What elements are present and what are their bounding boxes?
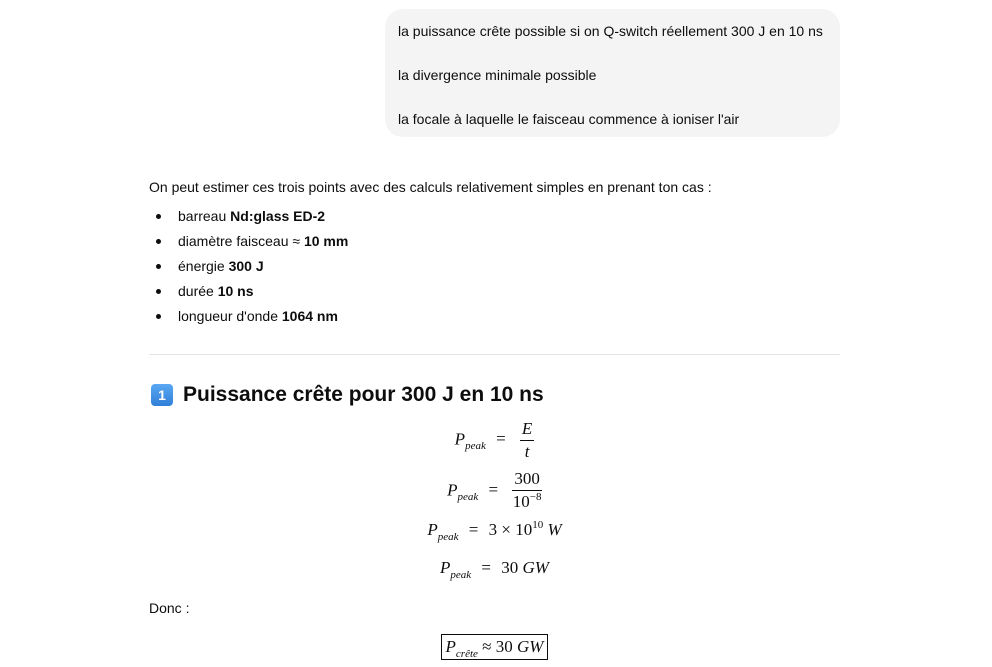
math-subscript: peak — [465, 440, 486, 453]
equals-sign: = — [468, 520, 479, 539]
parameter-list — [149, 205, 348, 330]
denominator — [512, 491, 542, 513]
response-intro: On peut estimer ces trois points avec des calculs relativement simples en prenant ton cas : — [149, 179, 712, 195]
section-title: Puissance crête pour 300 J en 10 ns — [183, 383, 544, 406]
list-item-value: Nd:glass ED-2 — [230, 208, 326, 224]
equation-power-definition — [149, 420, 840, 461]
math-subscript: peak — [457, 491, 479, 504]
math-unit: GW — [517, 637, 544, 656]
list-item — [149, 305, 348, 330]
denominator-base: 10 — [512, 492, 530, 511]
math-symbol: P — [440, 558, 451, 577]
math-value: 30 — [501, 558, 519, 577]
user-message-bubble — [385, 9, 840, 137]
equation-power-substitution — [149, 470, 840, 513]
result-box — [441, 634, 549, 660]
user-message-line: la focale à laquelle le faisceau commence à ioniser l'air — [398, 111, 740, 127]
math-symbol: P — [427, 520, 438, 539]
denominator-exponent: −8 — [529, 491, 542, 503]
keycap-one-icon: 1 — [151, 384, 173, 406]
equals-sign: = — [481, 558, 492, 577]
math-subscript: peak — [437, 531, 459, 543]
equation-power-result-watts — [149, 519, 840, 543]
math-unit: GW — [522, 558, 549, 577]
fraction — [512, 470, 542, 513]
list-item-label: énergie — [178, 258, 229, 274]
section-divider — [149, 354, 840, 355]
numerator: 300 — [512, 470, 542, 491]
fraction — [520, 420, 534, 461]
boxed-result — [149, 634, 840, 660]
user-message-line: la divergence minimale possible — [398, 67, 597, 83]
math-symbol: P — [454, 429, 466, 449]
user-message-line: la puissance crête possible si on Q-switch réellement 300 J en 10 ns — [398, 23, 823, 39]
list-item-label: barreau — [178, 208, 231, 224]
conclusion-label: Donc : — [149, 600, 190, 616]
list-item-value: 10 ns — [217, 283, 254, 299]
math-value: ≈ 30 — [482, 637, 513, 656]
list-item-label: diamètre faisceau ≈ — [178, 233, 304, 249]
math-subscript: peak — [450, 569, 472, 581]
list-item-label: durée — [178, 283, 218, 299]
list-item — [149, 205, 348, 230]
math-symbol: P — [445, 637, 456, 656]
equation-power-result-gw — [149, 558, 840, 581]
math-value: 3 × 10 — [488, 520, 533, 539]
list-item-value: 300 J — [228, 258, 264, 274]
math-exponent: 10 — [532, 519, 544, 531]
list-item-value: 10 mm — [303, 233, 349, 249]
list-item — [149, 280, 348, 305]
equals-sign: = — [496, 429, 506, 449]
section-heading — [149, 380, 544, 410]
denominator: t — [524, 442, 530, 461]
math-subscript: crête — [455, 648, 478, 660]
list-item — [149, 255, 348, 280]
math-symbol: P — [447, 480, 458, 500]
math-unit: W — [547, 520, 562, 539]
list-item-value: 1064 nm — [281, 308, 338, 324]
list-item — [149, 230, 348, 255]
equals-sign: = — [488, 480, 499, 500]
list-item-label: longueur d'onde — [178, 308, 282, 324]
numerator: E — [520, 420, 534, 441]
